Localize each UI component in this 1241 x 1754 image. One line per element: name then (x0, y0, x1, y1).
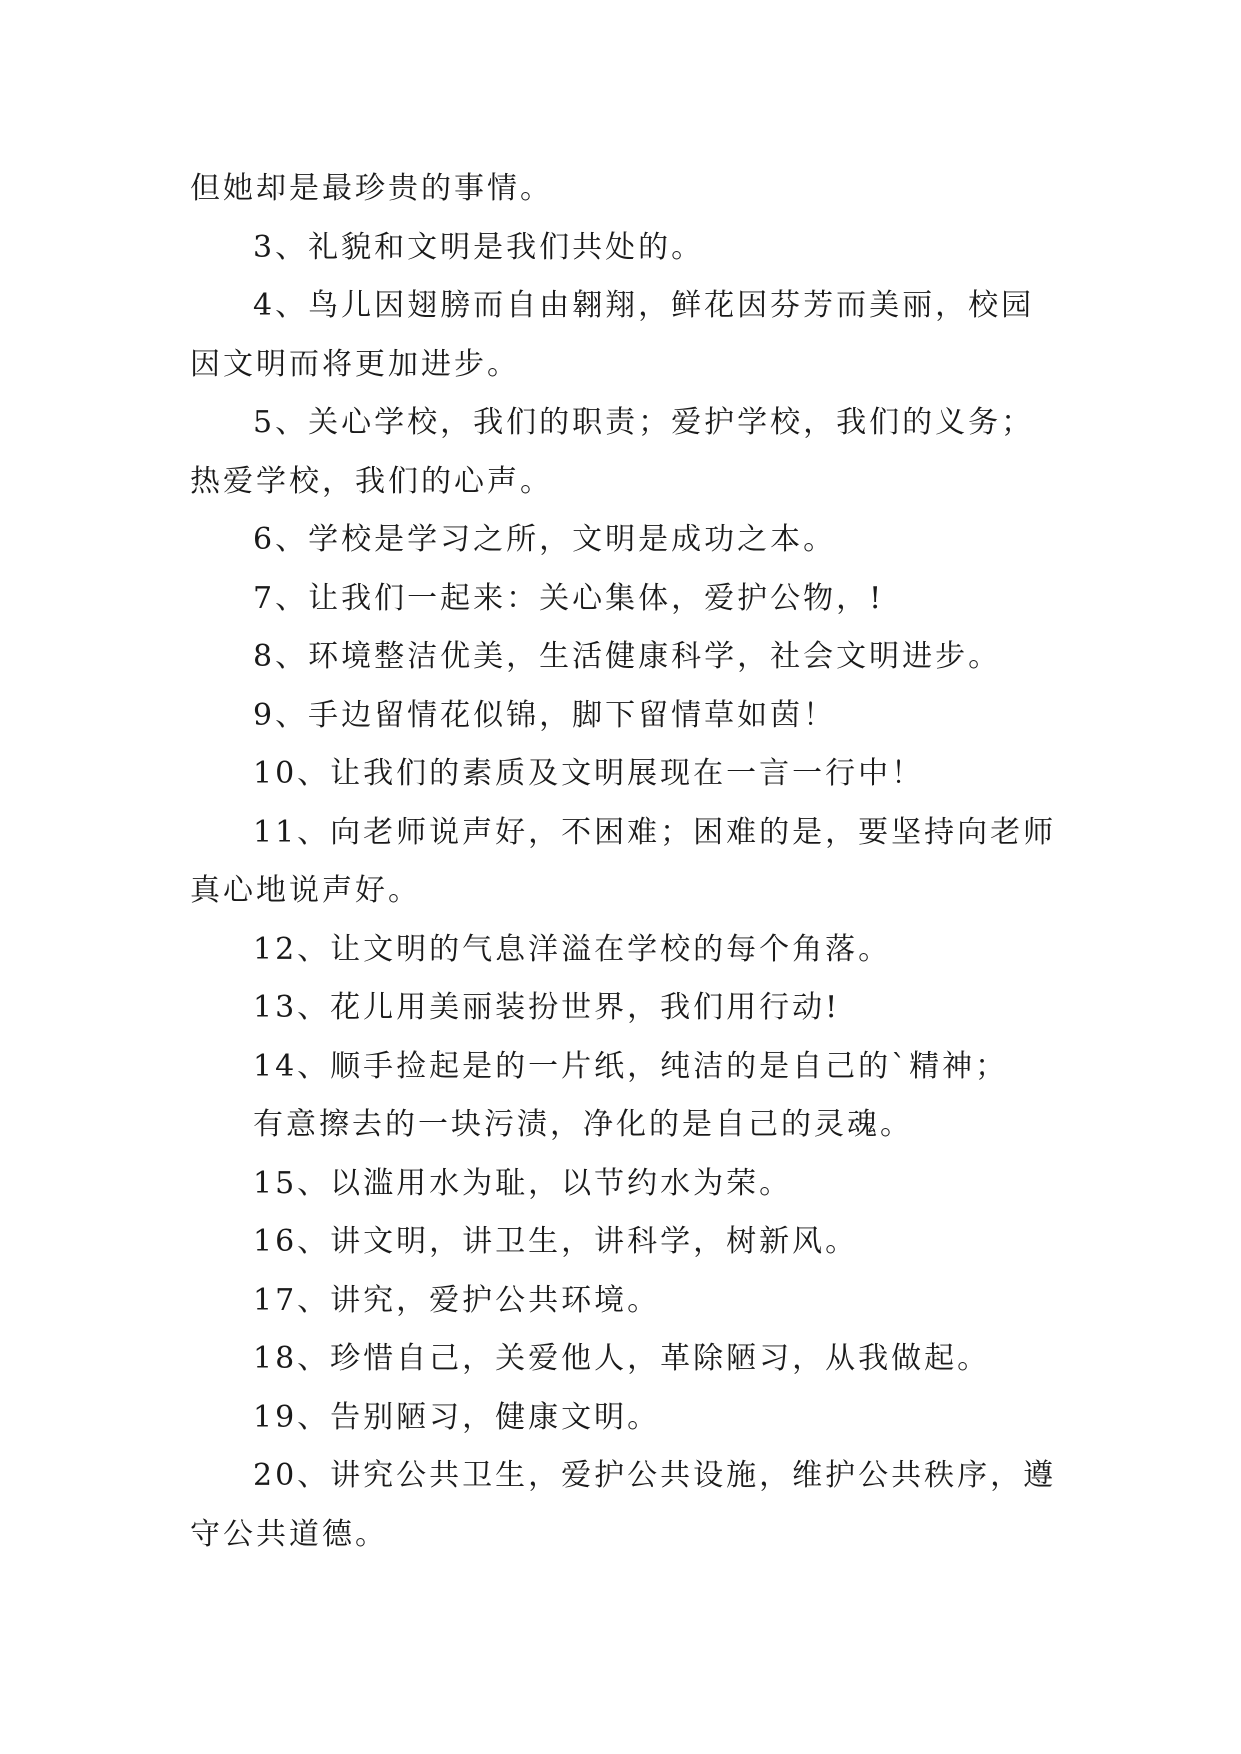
text-line: 真心地说声好。 (190, 873, 421, 908)
text-line: 但她却是最珍贵的事情。 (190, 171, 553, 206)
text-line: 12、让文明的气息洋溢在学校的每个角落。 (253, 931, 892, 967)
text-line: 17、讲究，爱护公共环境。 (253, 1282, 661, 1318)
text-line: 有意擦去的一块污渍，净化的是自己的灵魂。 (253, 1107, 913, 1142)
text-line: 10、让我们的素质及文明展现在一言一行中！ (253, 756, 925, 791)
text-line: 因文明而将更加进步。 (190, 346, 520, 382)
text-line: 9、手边留情花似锦，脚下留情草如茵！ (253, 697, 837, 733)
text-line: 热爱学校，我们的心声。 (190, 463, 553, 499)
text-line: 4、鸟儿因翅膀而自由翱翔，鲜花因芬芳而美丽，校园 (253, 288, 1035, 323)
text-line: 18、珍惜自己，关爱他人，革除陋习，从我做起。 (253, 1341, 991, 1376)
text-line: 守公共道德。 (190, 1516, 388, 1552)
text-line: 15、以滥用水为耻，以节约水为荣。 (253, 1165, 793, 1201)
text-line: 13、花儿用美丽装扮世界，我们用行动! (253, 990, 841, 1025)
text-line: 20、讲究公共卫生，爱护公共设施，维护公共秩序，遵 (253, 1458, 1057, 1493)
text-line: 8、环境整洁优美，生活健康科学，社会文明进步。 (253, 639, 1002, 674)
text-line: 14、顺手捡起是的一片纸，纯洁的是自己的`精神； (253, 1048, 1009, 1084)
text-line: 7、让我们一起来：关心集体，爱护公物，! (253, 580, 885, 616)
text-line: 19、告别陋习，健康文明。 (253, 1399, 661, 1435)
text-line: 16、讲文明，讲卫生，讲科学，树新风。 (253, 1224, 859, 1259)
text-line: 6、学校是学习之所，文明是成功之本。 (253, 522, 837, 557)
text-line: 3、礼貌和文明是我们共处的。 (253, 229, 705, 265)
text-line: 5、关心学校，我们的职责；爱护学校，我们的义务； (253, 405, 1035, 440)
document-body (190, 160, 1057, 1564)
text-line: 11、向老师说声好，不困难；困难的是，要坚持向老师 (253, 814, 1057, 850)
